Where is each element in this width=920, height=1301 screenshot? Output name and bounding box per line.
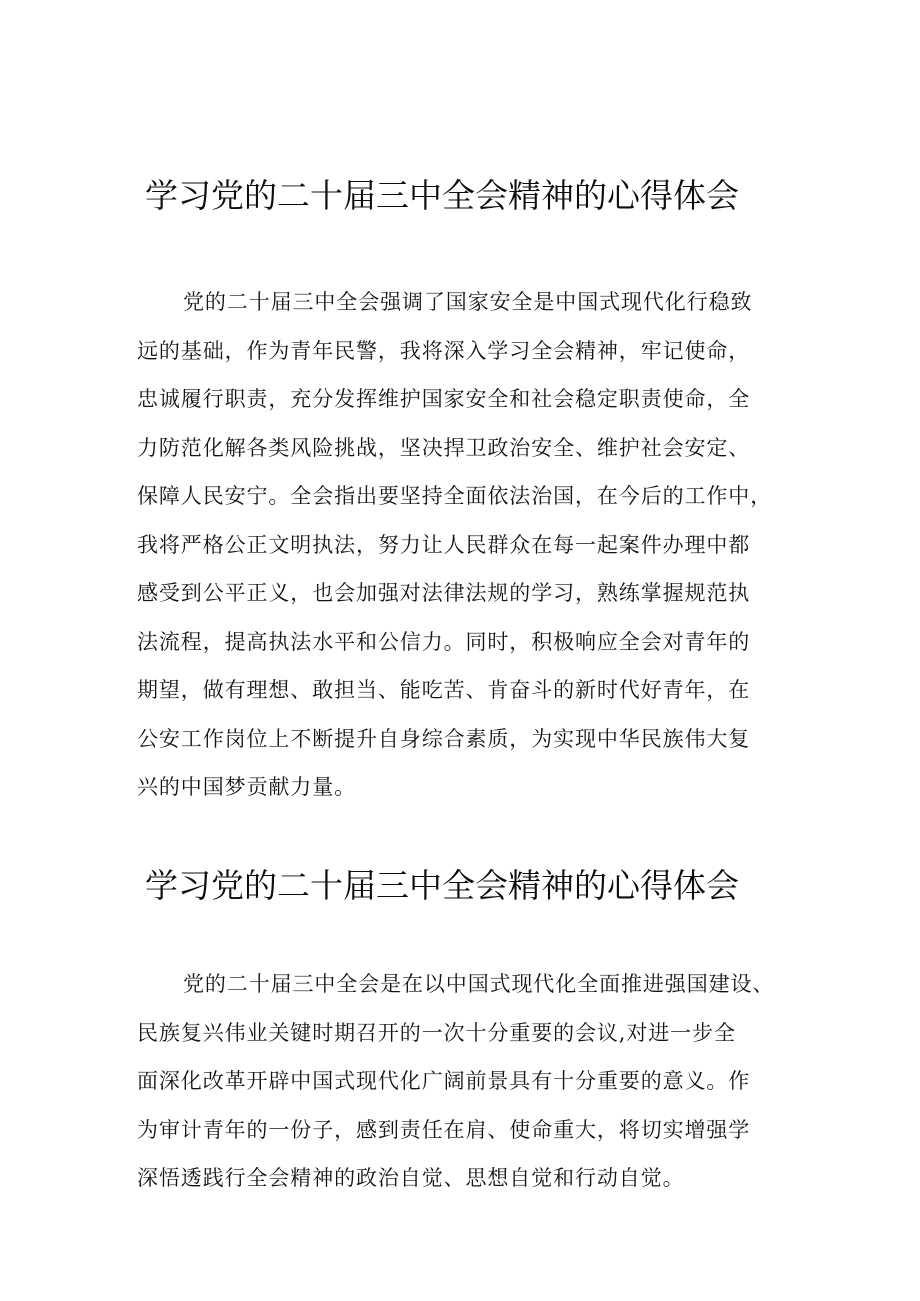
paragraph-line: 深悟透践行全会精神的政治自觉、思想自觉和行动自觉。 <box>137 1166 685 1190</box>
paragraph-line: 公安工作岗位上不断提升自身综合素质，为实现中华民族伟大复 <box>137 726 751 751</box>
paragraph-line: 为审计青年的一份子，感到责任在肩、使命重大，将切实增强学 <box>137 1117 751 1142</box>
paragraph-line: 党的二十届三中全会是在以中国式现代化全面推进强国建设、 <box>183 972 775 996</box>
article-title: 学习党的二十届三中全会精神的心得体会 <box>145 866 739 905</box>
article-body <box>137 960 797 1203</box>
article-section-2 <box>137 862 797 1203</box>
paragraph-line: 保障人民安宁。全会指出要坚持全面依法治国，在今后的工作中， <box>137 484 773 508</box>
paragraph-line: 忠诚履行职责，充分发挥维护国家安全和社会稳定职责使命，全 <box>137 387 751 411</box>
paragraph-line: 民族复兴伟业关键时期召开的一次十分重要的会议,对进一步全 <box>137 1020 736 1045</box>
paragraph-line: 力防范化解各类风险挑战，坚决捍卫政治安全、维护社会安定、 <box>137 435 751 460</box>
paragraph-line: 面深化改革开辟中国式现代化广阔前景具有十分重要的意义。作 <box>137 1069 751 1093</box>
article-section-1 <box>137 172 797 812</box>
paragraph-line: 我将严格公正文明执法，努力让人民群众在每一起案件办理中都 <box>137 532 751 557</box>
paragraph-line: 期望，做有理想、敢担当、能吃苦、肯奋斗的新时代好青年，在 <box>137 678 751 702</box>
paragraph-line: 兴的中国梦贡献力量。 <box>137 775 356 799</box>
paragraph-line: 法流程，提高执法水平和公信力。同时，积极响应全会对青年的 <box>137 629 751 654</box>
paragraph-line: 感受到公平正义，也会加强对法律法规的学习，熟练掌握规范执 <box>137 581 751 605</box>
article-body <box>137 278 797 812</box>
paragraph-line: 党的二十届三中全会强调了国家安全是中国式现代化行稳致 <box>183 290 753 314</box>
article-title: 学习党的二十届三中全会精神的心得体会 <box>145 176 739 215</box>
paragraph-line: 远的基础，作为青年民警，我将深入学习全会精神，牢记使命， <box>137 338 751 363</box>
